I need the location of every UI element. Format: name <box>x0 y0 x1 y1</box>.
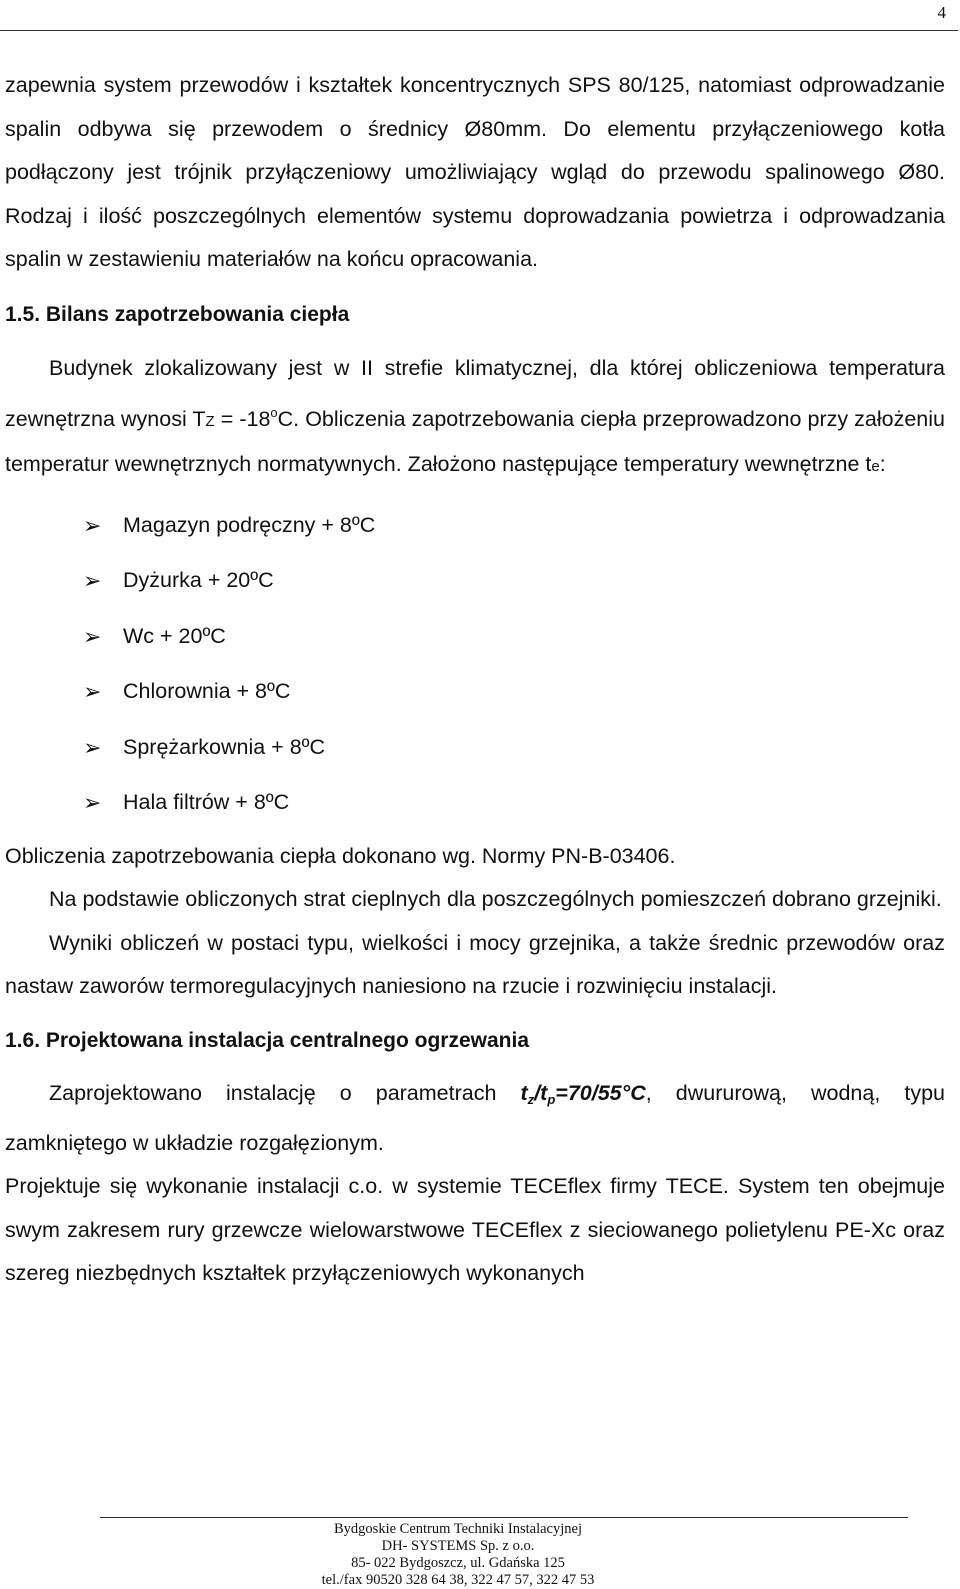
arrow-bullet-icon: ➢ <box>83 568 102 593</box>
footer-rule <box>100 1517 908 1518</box>
list-item-label: Dyżurka + 20ºC <box>123 568 274 592</box>
tz-subscript: Z <box>205 412 215 430</box>
param-t: t <box>520 1081 528 1105</box>
list-item-label: Chlorownia + 8ºC <box>123 679 291 703</box>
param-slash-t: /t <box>534 1081 548 1105</box>
parameters-text-2: , dwururową, wodną, typu zamkniętego w układzie rozgałęzionym. <box>5 1081 945 1155</box>
paragraph-flue-system: zapewnia system przewodów i kształtek koncentrycznych SPS 80/125, natomiast odprowadzanie spalin odbywa się przewodem o średnicy Ø80mm. Do elementu przyłączeniowego kotła podłączony jest trójnik przyłączeniowy umożliwiający wgląd do przewodu spalinowego Ø80. Rodzaj i ilość poszczególnych elementów systemu doprowadzania powietrza i odprowadzania spalin w zestawieniu materiałów na końcu opracowania. <box>5 73 945 271</box>
climate-text-4: : <box>879 452 886 476</box>
list-item-label: Sprężarkownia + 8ºC <box>123 734 326 759</box>
footer <box>0 1521 960 1589</box>
climate-text-3: C. Obliczenia zapotrzebowania ciepła przeprowadzono przy założeniu temperatur wewnętrznych normatywnych. Założono następujące temperatury wewnętrzne t <box>5 406 945 476</box>
climate-text-2: = -18 <box>214 406 271 431</box>
footer-phone: tel./fax 90520 328 64 38, 322 47 57, 322 47 53 <box>321 1572 595 1588</box>
arrow-bullet-icon: ➢ <box>83 512 102 538</box>
page-number: 4 <box>937 3 946 22</box>
header-rule <box>0 30 958 31</box>
paragraph-radiators: Na podstawie obliczonych strat cieplnych dla poszczególnych pomieszczeń dobrano grzejniki. <box>49 887 942 911</box>
parameters-text-1: Zaprojektowano instalację o parametrach <box>49 1081 521 1105</box>
document-body <box>5 64 945 1296</box>
footer-address: 85- 022 Bydgoszcz, ul. Gdańska 125 <box>351 1555 565 1571</box>
list-item <box>83 609 945 665</box>
list-item-label: Magazyn podręczny + 8ºC <box>123 512 376 537</box>
paragraph-norm: Obliczenia zapotrzebowania ciepła dokonano wg. Normy PN-B-03406. <box>5 843 676 868</box>
temperature-parameters <box>521 1081 646 1105</box>
list-item <box>83 720 945 776</box>
paragraph-results: Wyniki obliczeń w postaci typu, wielkości i mocy grzejnika, a także średnic przewodów oraz nastaw zaworów termoregulacyjnych naniesiono na rzucie i rozwinięciu instalacji. <box>5 930 945 998</box>
arrow-bullet-icon: ➢ <box>83 679 102 704</box>
room-temperature-list <box>5 498 945 831</box>
list-item <box>83 775 945 831</box>
list-item-label: Wc + 20ºC <box>123 623 226 648</box>
list-item <box>83 664 945 720</box>
list-item <box>83 498 945 554</box>
degree-superscript: o <box>270 404 278 420</box>
list-item-label: Hala filtrów + 8ºC <box>123 790 290 814</box>
paragraph-climate-zone <box>5 347 945 489</box>
param-value: =70/55°C <box>555 1081 646 1105</box>
arrow-bullet-icon: ➢ <box>83 734 102 760</box>
arrow-bullet-icon: ➢ <box>83 790 102 815</box>
heading-heat-balance: 1.5. Bilans zapotrzebowania ciepła <box>5 302 350 326</box>
paragraph-parameters <box>5 1072 945 1165</box>
list-item <box>83 553 945 609</box>
param-sub-p: p <box>547 1092 556 1107</box>
footer-company: Bydgoskie Centrum Techniki Instalacyjnej <box>334 1521 582 1537</box>
param-sub-z: z <box>527 1092 535 1107</box>
climate-text-1: Budynek zlokalizowany jest w II strefie klimatycznej, dla której obliczeniowa temperatura zewnętrzna wynosi T <box>5 356 945 431</box>
te-subscript: e <box>871 458 880 475</box>
footer-subsidiary: DH- SYSTEMS Sp. z o.o. <box>381 1538 535 1554</box>
heading-central-heating: 1.6. Projektowana instalacja centralnego ogrzewania <box>5 1028 530 1052</box>
arrow-bullet-icon: ➢ <box>83 623 102 649</box>
paragraph-teceflex: Projektuje się wykonanie instalacji c.o. w systemie TECEflex firmy TECE. System ten obejmuje swym zakresem rury grzewcze wielowarstwowe TECEflex z sieciowanego polietylenu PE-Xc oraz szereg niezbędnych kształtek przyłączeniowych wykonanych <box>5 1174 945 1285</box>
